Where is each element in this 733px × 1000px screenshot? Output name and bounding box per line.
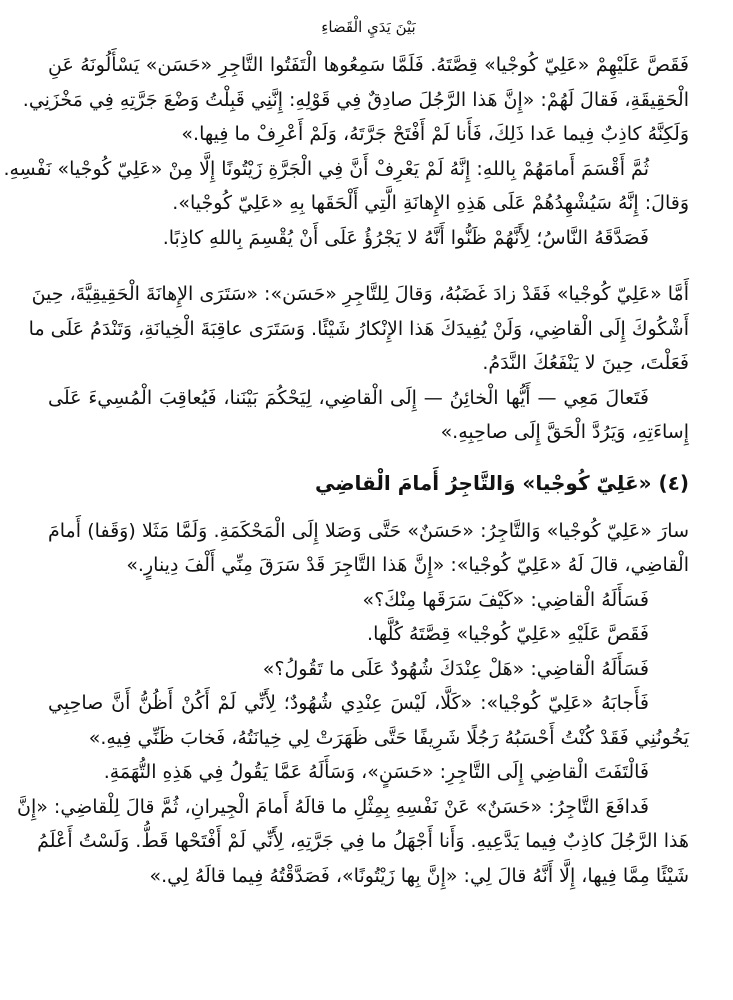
paragraph	[48, 221, 689, 256]
text-line: ثُمَّ أَقْسَمَ أَمامَهُمْ بِاللهِ: إِنَّهُ لَمْ يَعْرِفْ أَنَّ فِي الْجَرَّةِ زَيْتُونًا إِلَّا مِنْ «عَلِيّ كُوجْيا» نَفْسِهِ.	[3, 157, 649, 180]
paragraph	[3, 152, 689, 221]
text-line: سارَ «عَلِيّ كُوجْيا» وَالتَّاجِرُ: «حَسَنٌ» حَتَّى وَصَلا إِلَى الْمَحْكَمَةِ. وَلَمَّا مَثَلا (وَقَفا) أَمامَ	[48, 519, 689, 542]
text-line: فَقَصَّ عَلَيْهِمْ «عَلِيّ كُوجْيا» قِصَّتَهُ. فَلَمَّا سَمِعُوها الْتَفَتُوا التَّاجِرِ «حَسَن» يَسْأَلُونَهُ عَنِ	[48, 54, 689, 76]
paragraph	[17, 790, 689, 894]
section-heading: (٤) «عَلِيّ كُوجْيا» وَالتَّاجِرُ أَمامَ الْقاضِي	[314, 470, 689, 495]
text-line: فَعَلْتَ، حِينَ لا يَنْفَعُكَ النَّدَمُ.	[482, 352, 689, 374]
text-line: فَصَدَّقَهُ النَّاسُ؛ لِأَنَّهُمْ ظَنُّوا أَنَّهُ لا يَجْرُؤُ عَلَى أَنْ يُقْسِمَ بِاللهِ كاذِبًا.	[162, 226, 649, 249]
text-line: هَذا الرَّجُلَ كاذِبٌ فِيما يَدَّعِيهِ. وَأَنا أَجْهَلُ ما فِي جَرَّتِهِ، لِأَنِّي لَمْ أَفْتَحْها قَطُّ. وَلَسْتُ أَعْلَمُ	[37, 830, 689, 852]
body-text	[3, 48, 689, 893]
text-line: فَسَأَلَهُ الْقاضِي: «كَيْفَ سَرَقَها مِنْكَ؟»	[362, 588, 649, 611]
text-line: فَأَجابَهُ «عَلِيّ كُوجْيا»: «كَلَّا، لَيْسَ عِنْدِي شُهُودٌ؛ لِأَنِّي لَمْ أَكُنْ أَظُنُّ أَنَّ صاحِبِي	[48, 692, 649, 714]
text-line: الْقاضِي، قالَ لَهُ «عَلِيّ كُوجْيا»: «إِنَّ هَذا التَّاجِرَ قَدْ سَرَقَ مِنِّي أَلْفَ دِينارٍ.»	[126, 554, 689, 576]
text-line: إِساءَتِهِ، وَيَرُدَّ الْحَقَّ إِلَى صاحِبِهِ.»	[440, 421, 689, 443]
text-line: وَلَكِنَّهُ كاذِبٌ فِيما عَدا ذَلِكَ، فَأَنا لَمْ أَفْتَحْ جَرَّتَهُ، وَلَمْ أَعْرِفْ ما فِيها.»	[181, 123, 689, 145]
book-page	[3, 12, 689, 893]
text-line: فَتَعالَ مَعِي — أَيُّها الْخائِنُ — إِلَى الْقاضِي، لِيَحْكُمَ بَيْنَنا، فَيُعاقِبَ الْمُسِيءَ عَلَى	[48, 386, 649, 409]
text-line: أَمَّا «عَلِيّ كُوجْيا» فَقَدْ زادَ غَضَبُهُ، وَقالَ لِلتَّاجِرِ «حَسَن»: «سَتَرَى الإِهانَةَ الْحَقِيقِيَّةَ، حِينَ	[31, 283, 689, 305]
paragraph	[48, 583, 689, 618]
running-head: بَيْنَ يَدَيِ الْقَضاءِ	[321, 18, 416, 36]
paragraph	[48, 652, 689, 687]
text-line: فَالْتَفَتَ الْقاضِي إِلَى التَّاجِرِ: «حَسَنٍ»، وَسَأَلَهُ عَمَّا يَقُولُ فِي هَذِهِ التُّهَمَةِ.	[103, 761, 649, 783]
text-line: يَخُونُنِي فَقَدْ كُنْتُ أَحْسَبُهُ رَجُلًا شَرِيفًا حَتَّى ظَهَرَتْ لِي خِيانَتُهُ، فَخابَ ظَنِّي فِيهِ.»	[88, 726, 689, 749]
paragraph	[28, 277, 689, 381]
paragraph	[48, 514, 689, 583]
text-line: الْحَقِيقَةِ، فَقالَ لَهُمْ: «إِنَّ هَذا الرَّجُلَ صادِقٌ فِي قَوْلِهِ: إِنَّنِي قَبِلْتُ وَضْعَ جَرَّتِهِ فِي مَخْزَنِي.	[22, 88, 689, 111]
paragraph	[48, 617, 689, 652]
paragraph	[22, 48, 689, 152]
text-line: فَقَصَّ عَلَيْهِ «عَلِيّ كُوجْيا» قِصَّتَهُ كُلَّها.	[367, 623, 649, 645]
paragraph	[48, 755, 689, 790]
text-line: وَقالَ: إِنَّهُ سَيُشْهِدُهُمْ عَلَى هَذِهِ الإِهانَةِ الَّتِي أَلْحَقَها بِهِ «عَلِيّ كُوجْيا».	[172, 192, 689, 214]
text-line: أَشْكُوكَ إِلَى الْقاضِي، وَلَنْ يُفِيدَكَ هَذا الإِنْكارُ شَيْئًا. وَسَتَرَى عاقِبَةَ الْخِيانَةِ، وَتَنْدَمُ عَلَى ما	[28, 317, 689, 340]
paragraph	[48, 686, 689, 755]
text-line: شَيْئًا مِمَّا فِيها، إِلَّا أَنَّهُ قالَ لِي: «إِنَّ بِها زَيْتُونًا»، فَصَدَّقْتُهُ فِيما قالَهُ لِي.»	[149, 864, 689, 887]
text-line: فَسَأَلَهُ الْقاضِي: «هَلْ عِنْدَكَ شُهُودٌ عَلَى ما تَقُولُ؟»	[262, 657, 649, 680]
text-line: فَدافَعَ التَّاجِرُ: «حَسَنٌ» عَنْ نَفْسِهِ بِمِثْلِ ما قالَهُ أَمامَ الْجِيرانِ، ثُمَّ قالَ لِلْقاضِي: «إِنَّ	[17, 795, 649, 818]
paragraph	[48, 381, 689, 450]
